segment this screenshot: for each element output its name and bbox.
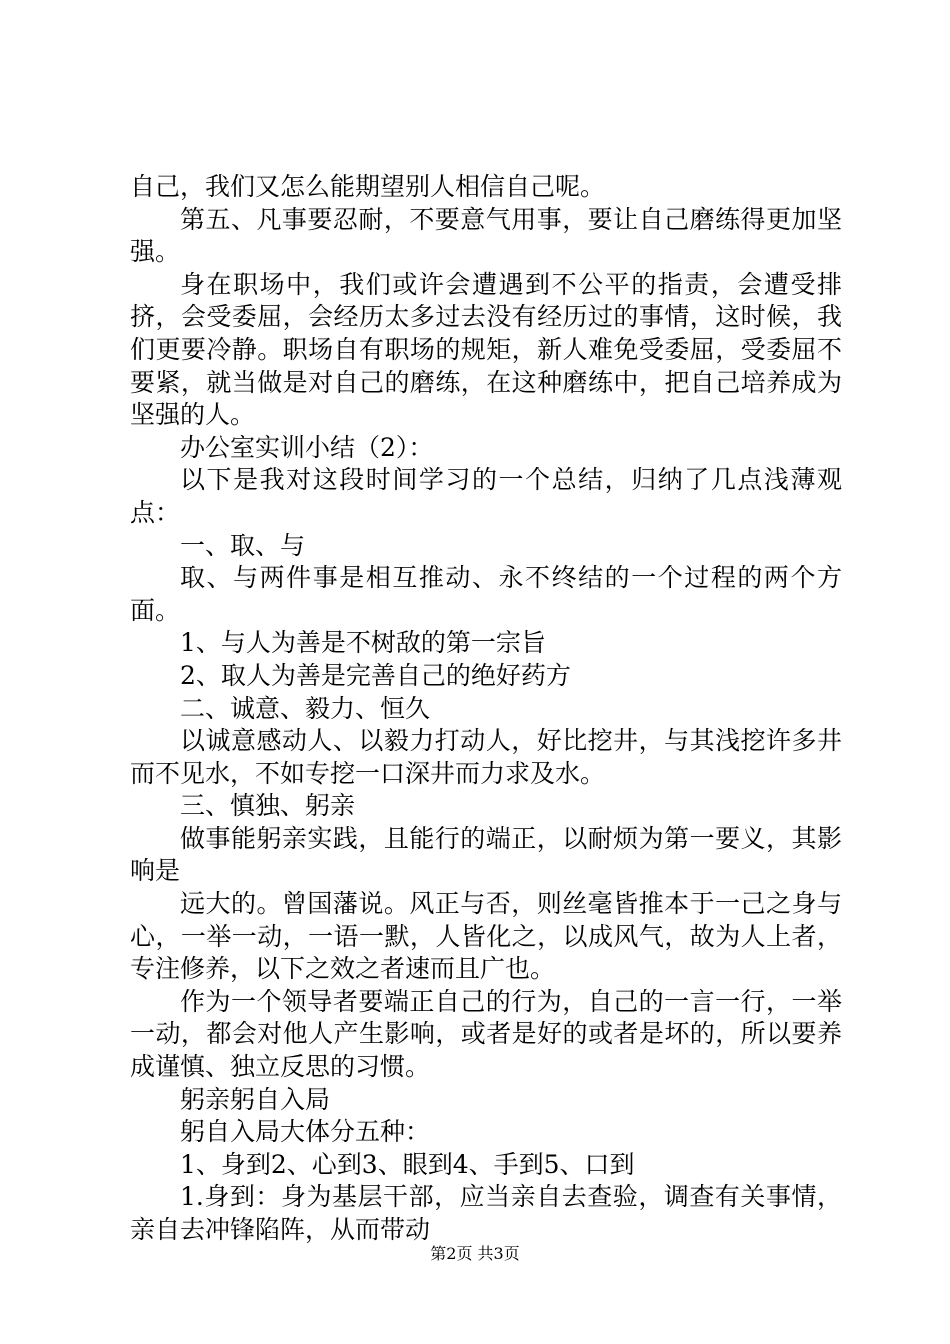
paragraph: 自己，我们又怎么能期望别人相信自己呢。: [130, 172, 606, 201]
paragraph: 做事能躬亲实践，且能行的端正，以耐烦为第一要义，其影响是: [130, 823, 842, 886]
page-footer: [0, 1244, 950, 1264]
paragraph: 以下是我对这段时间学习的一个总结，归纳了几点浅薄观点：: [130, 465, 842, 527]
paragraph: 远大的。曾国藩说。风正与否，则丝毫皆推本于一己之身与心，一举一动，一语一默，人皆化之，以成风气，故为人上者，专注修养，以下之效之者速而且广也。: [130, 889, 842, 984]
page-number: 第2页 共3页: [430, 1244, 520, 1263]
section-heading: 三、慎独、躬亲: [180, 791, 356, 821]
paragraph: 作为一个领导者要端正自己的行为，自己的一言一行，一举一动，都会对他人产生影响，或者是好的或者是坏的，所以要养成谨慎、独立反思的习惯。: [130, 986, 842, 1082]
document-body: [130, 171, 842, 1247]
section-heading: 躬亲躬自入局: [180, 1084, 331, 1114]
list-item: 2、取人为善是完善自己的绝好药方: [180, 660, 571, 690]
paragraph: 1.身到：身为基层干部，应当亲自去查验，调查有关事情，亲自去冲锋陷阵，从而带动: [130, 1182, 842, 1244]
paragraph: 以诚意感动人、以毅力打动人，好比挖井，与其浅挖许多井而不见水，不如专挖一口深井而力求及水。: [130, 726, 842, 788]
list-item: 1、与人为善是不树敌的第一宗旨: [180, 628, 546, 658]
section-heading: 一、取、与: [180, 530, 306, 560]
list-item: 1、身到2、心到3、眼到4、手到5、口到: [180, 1149, 635, 1179]
paragraph: 第五、凡事要忍耐，不要意气用事，要让自己磨练得更加坚强。: [130, 204, 842, 267]
section-heading: 二、诚意、毅力、恒久: [180, 693, 431, 723]
paragraph: 取、与两件事是相互推动、永不终结的一个过程的两个方面。: [130, 563, 842, 625]
paragraph: 身在职场中，我们或许会遭遇到不公平的指责，会遭受排挤，会受委屈，会经历太多过去没有经历过的事情，这时候，我们更要冷静。职场自有职场的规矩，新人难免受委屈，受委屈不要紧，就当做是对自己的磨练，在这种磨练中，把自己培养成为坚强的人。: [130, 269, 842, 430]
paragraph: 躬自入局大体分五种：: [180, 1117, 431, 1147]
section-heading: 办公室实训小结（2）：: [180, 432, 434, 462]
